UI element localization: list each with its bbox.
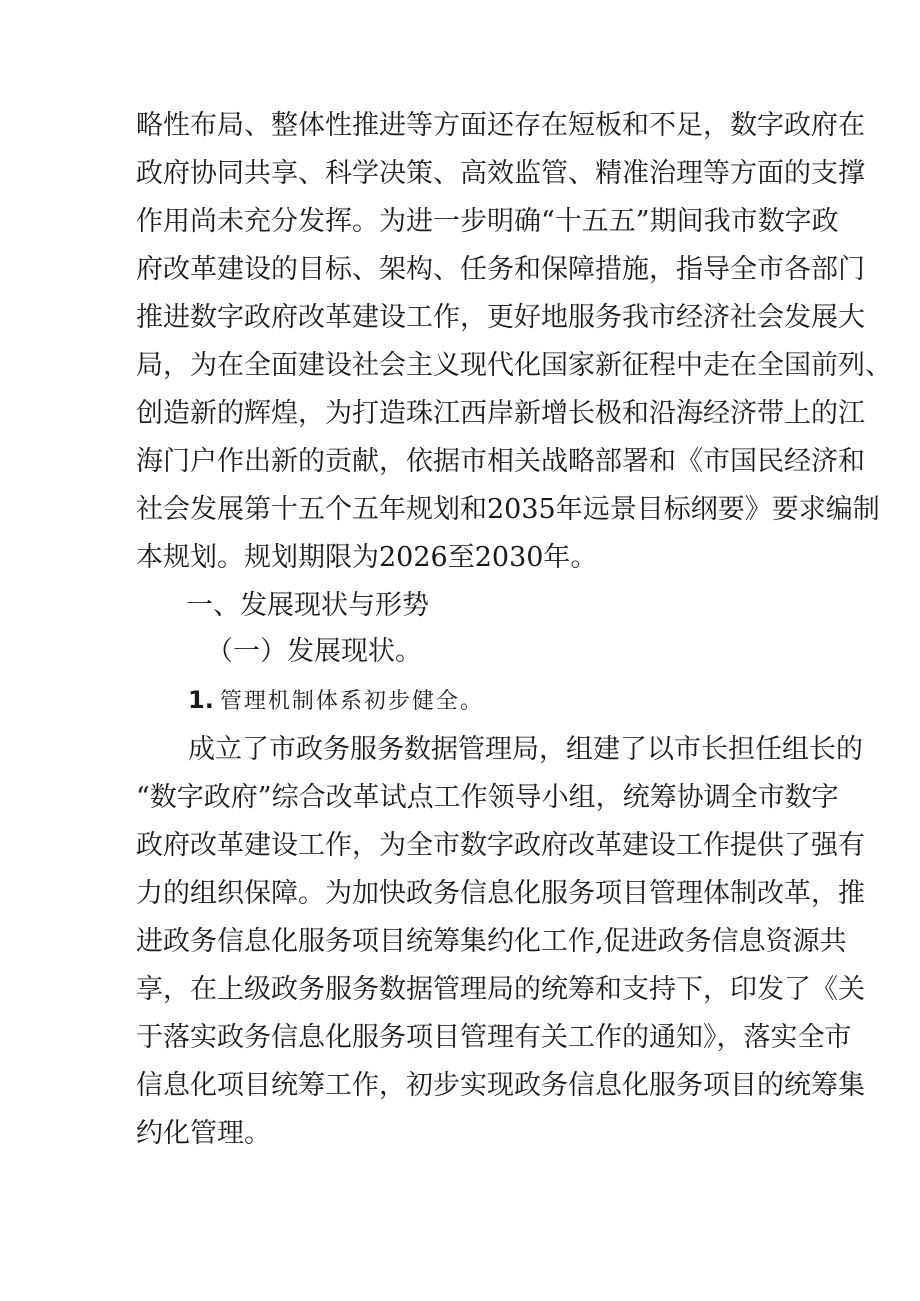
paragraph-line: 创造新的辉煌，为打造珠江西岸新增长极和沿海经济带上的江 <box>136 398 865 429</box>
paragraph-line: 成立了市政务服务数据管理局，组建了以市长担任组长的 <box>188 734 863 765</box>
paragraph-line: 政府改革建设工作，为全市数字政府改革建设工作提供了强有 <box>136 830 865 861</box>
paragraph-line: 政府协同共享、科学决策、高效监管、精准治理等方面的支撑 <box>136 158 865 189</box>
paragraph-line: 力的组织保障。为加快政务信息化服务项目管理体制改革，推 <box>136 878 865 909</box>
paragraph-line: “数字政府”综合改革试点工作领导小组，统筹协调全市数字 <box>136 782 839 813</box>
paragraph-line: 约化管理。 <box>136 1118 271 1149</box>
paragraph-line: 局，为在全面建设社会主义现代化国家新征程中走在全国前列、 <box>136 350 892 381</box>
paragraph-line: 作用尚未充分发挥。为进一步明确“十五五”期间我市数字政 <box>136 206 839 237</box>
item-number: 1. <box>188 686 214 714</box>
subsection-heading: （一）发展现状。 <box>206 636 422 667</box>
paragraph-line: 进政务信息化服务项目统筹集约化工作,促进政务信息资源共 <box>136 926 847 957</box>
paragraph-line: 享，在上级政务服务数据管理局的统筹和支持下，印发了《关 <box>136 974 865 1005</box>
section-heading: 一、发展现状与形势 <box>186 590 429 621</box>
paragraph-line: 海门户作出新的贡献，依据市相关战略部署和《市国民经济和 <box>136 446 865 477</box>
paragraph-line: 信息化项目统筹工作，初步实现政务信息化服务项目的统筹集 <box>136 1070 865 1101</box>
paragraph-line: 略性布局、整体性推进等方面还存在短板和不足，数字政府在 <box>136 110 865 141</box>
paragraph-line: 本规划。规划期限为2026至2030年。 <box>136 542 598 573</box>
paragraph-line: 于落实政务信息化服务项目管理有关工作的通知》，落实全市 <box>136 1022 852 1053</box>
paragraph-line: 社会发展第十五个五年规划和2035年远景目标纲要》要求编制 <box>136 494 880 525</box>
paragraph-line: 府改革建设的目标、架构、任务和保障措施，指导全市各部门 <box>136 254 865 285</box>
item-heading <box>188 678 588 722</box>
item-title: 管理机制体系初步健全。 <box>219 689 484 714</box>
paragraph-line: 推进数字政府改革建设工作，更好地服务我市经济社会发展大 <box>136 302 865 333</box>
